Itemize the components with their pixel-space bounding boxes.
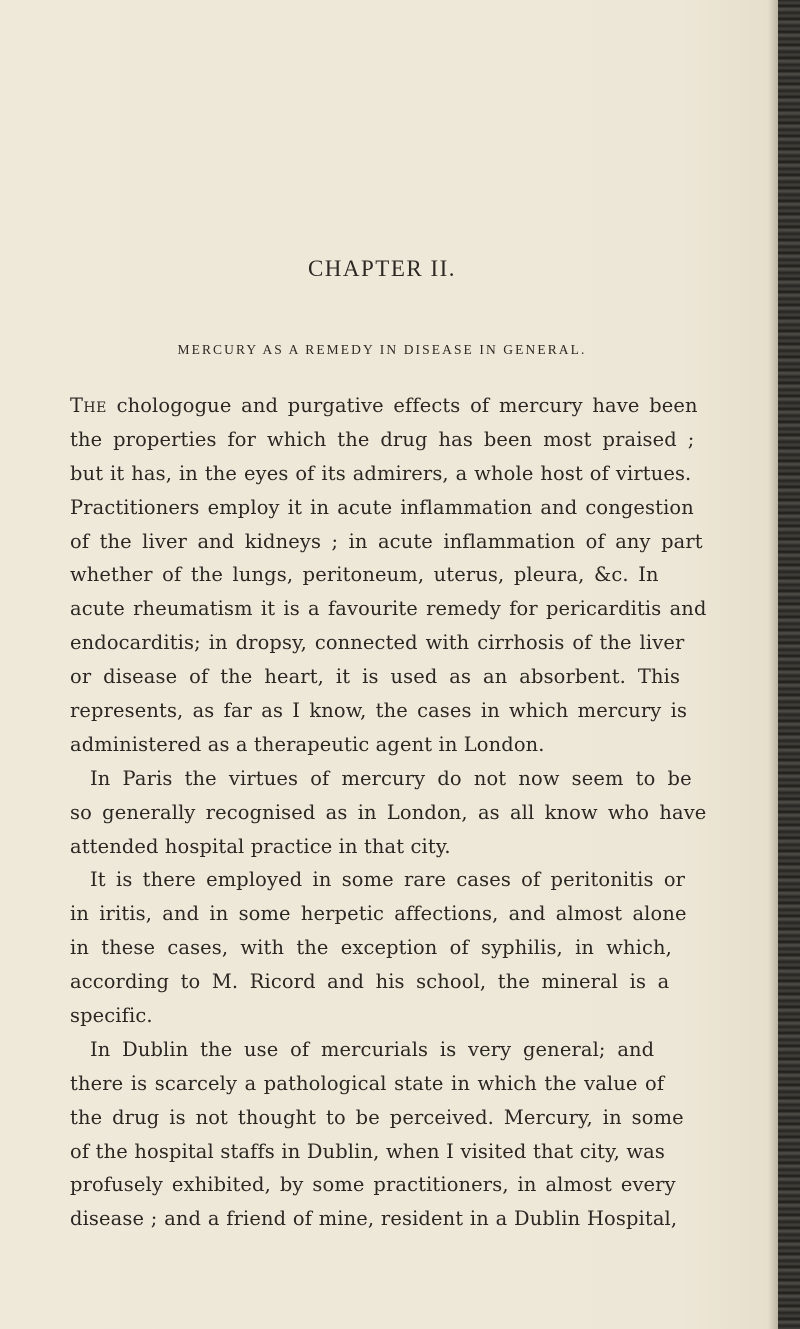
lead-word: The xyxy=(70,394,107,417)
text-line: represents, as far as I know, the cases in which mercury is xyxy=(70,699,688,723)
text-line: of the hospital staffs in Dublin, when I visited that city, was xyxy=(70,1139,665,1163)
text-line: so generally recognised as in London, as all know who have xyxy=(70,800,707,824)
chapter-heading: CHAPTER II. xyxy=(307,256,457,281)
text-line: Practitioners employ it in acute inflammation and congestion xyxy=(70,495,694,519)
page-gutter-shadow xyxy=(768,0,778,1329)
text-line xyxy=(70,389,730,423)
text-line: disease ; and a friend of mine, resident in a Dublin Hospital, xyxy=(70,1207,678,1231)
text-line: In Dublin the use of mercurials is very general; and xyxy=(90,1037,655,1061)
text-line: acute rheumatism it is a favourite remedy for pericarditis and xyxy=(70,597,707,621)
text-line: in iritis, and in some herpetic affections, and almost alone xyxy=(70,902,687,926)
text-line: in these cases, with the exception of syphilis, in which, xyxy=(70,936,672,960)
text-line: the properties for which the drug has been most praised ; xyxy=(70,427,695,451)
text-line: there is scarcely a pathological state in which the value of xyxy=(70,1071,665,1095)
text-line: endocarditis; in dropsy, connected with cirrhosis of the liver xyxy=(70,631,685,655)
text-line: profusely exhibited, by some practitioners, in almost every xyxy=(70,1173,676,1197)
text-line: specific. xyxy=(70,1004,153,1028)
text-line: attended hospital practice in that city. xyxy=(70,834,451,858)
text-line: of the liver and kidneys ; in acute inflammation of any part xyxy=(70,529,703,553)
body-text xyxy=(70,389,730,1236)
text-line: whether of the lungs, peritoneum, uterus, pleura, &c. In xyxy=(70,563,659,587)
text-line: It is there employed in some rare cases of peritonitis or xyxy=(90,868,686,892)
text-line: or disease of the heart, it is used as an absorbent. This xyxy=(70,665,681,689)
text-line: administered as a therapeutic agent in London. xyxy=(70,732,545,756)
text-line: but it has, in the eyes of its admirers, a whole host of virtues. xyxy=(70,461,692,485)
text-line: the drug is not thought to be perceived. Mercury, in some xyxy=(70,1105,684,1129)
book-edge xyxy=(778,0,800,1329)
text-line-rest: chologogue and purgative effects of mercury have been xyxy=(106,394,698,417)
text-line: according to M. Ricord and his school, the mineral is a xyxy=(70,970,670,994)
text-line: In Paris the virtues of mercury do not now seem to be xyxy=(90,766,692,790)
section-title: MERCURY AS A REMEDY IN DISEASE IN GENERAL. xyxy=(177,342,587,357)
